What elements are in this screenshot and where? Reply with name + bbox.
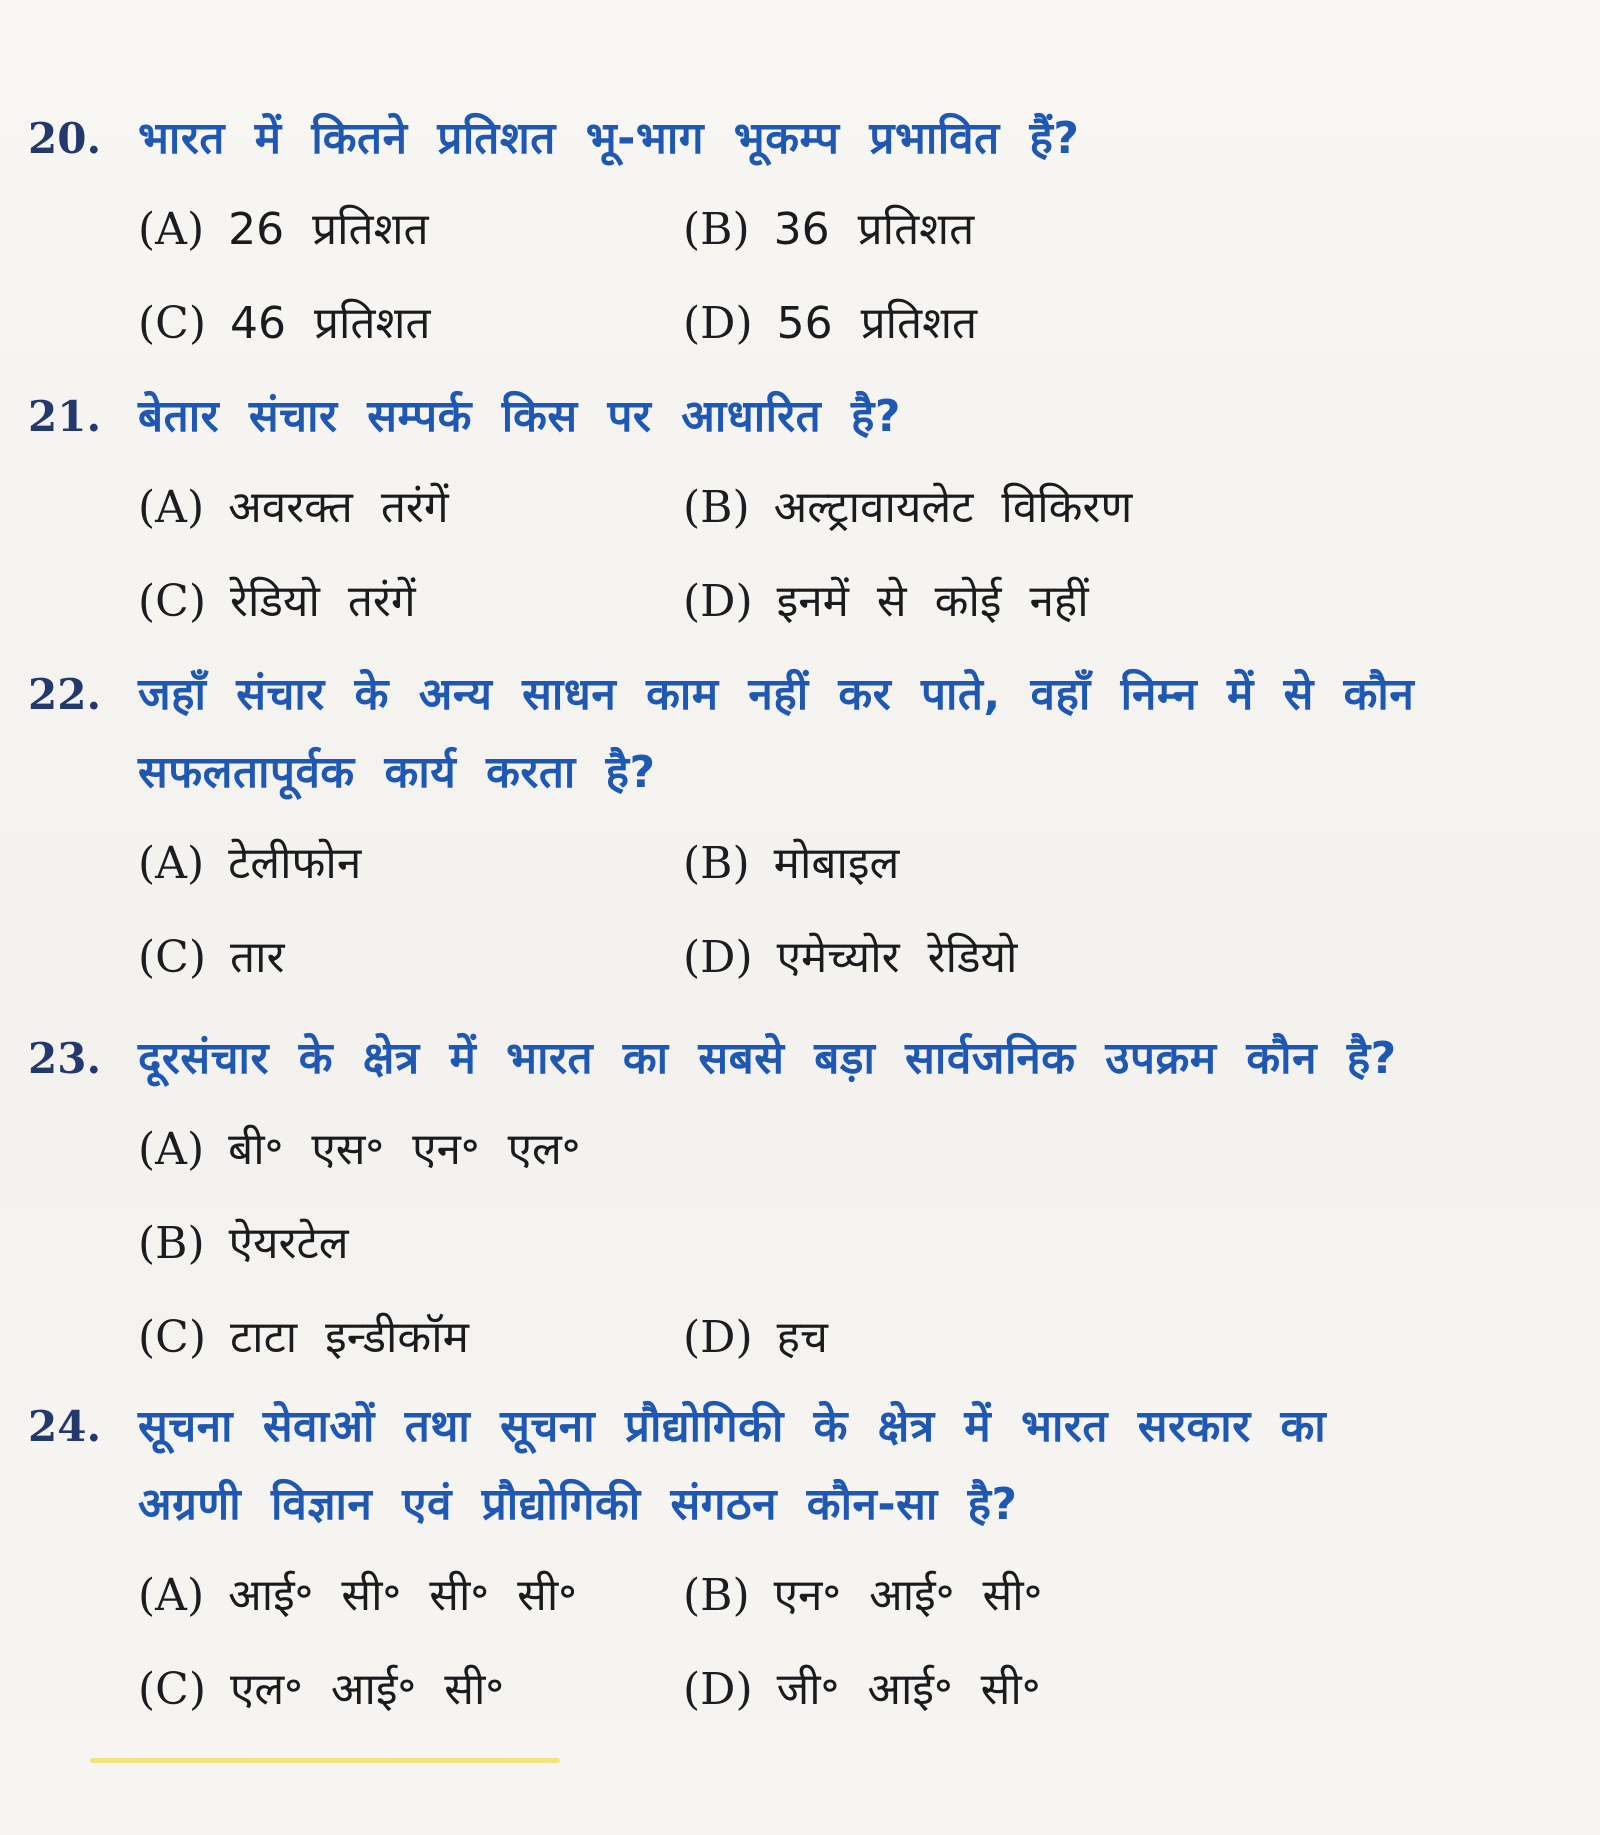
option-d[interactable]: [683, 1646, 1383, 1734]
options: [28, 1106, 1568, 1382]
question-line: [28, 1388, 1568, 1466]
option-label: (C): [138, 576, 206, 627]
option-label: (A): [138, 482, 205, 533]
option-text: अल्ट्रावायलेट विकिरण: [773, 482, 1133, 533]
option-c[interactable]: [138, 1646, 683, 1734]
question-24: [28, 1388, 1568, 1734]
option-text: आई॰ सी॰ सी॰ सी॰: [228, 1570, 578, 1621]
option-text: बी॰ एस॰ एन॰ एल॰: [228, 1124, 581, 1175]
question-number: 24.: [28, 1402, 102, 1451]
question-text: दूरसंचार के क्षेत्र में भारत का सबसे बड़ा सार्वजनिक उपक्रम कौन है?: [138, 1033, 1397, 1084]
option-a[interactable]: [138, 186, 683, 274]
question-number: 23.: [28, 1034, 102, 1083]
option-c[interactable]: [138, 280, 683, 368]
option-label: (B): [683, 1570, 750, 1621]
option-b[interactable]: [683, 820, 1383, 908]
option-text: हच: [776, 1312, 828, 1363]
question-number: 21.: [28, 392, 102, 441]
option-d[interactable]: [683, 280, 1383, 368]
option-b[interactable]: [683, 186, 1383, 274]
question-text-continued: अग्रणी विज्ञान एवं प्रौद्योगिकी संगठन कौन-सा है?: [138, 1479, 1018, 1530]
option-d[interactable]: [683, 914, 1383, 1002]
option-label: (A): [138, 1570, 205, 1621]
option-label: (B): [683, 204, 750, 255]
option-label: (A): [138, 1124, 205, 1175]
question-number: 22.: [28, 670, 102, 719]
question-line: [28, 378, 1568, 456]
option-label: (D): [683, 1312, 753, 1363]
option-label: (D): [683, 932, 753, 983]
question-line: [28, 1020, 1568, 1098]
option-a[interactable]: [138, 464, 683, 552]
option-a[interactable]: [138, 820, 683, 908]
question-text: बेतार संचार सम्पर्क किस पर आधारित है?: [138, 391, 901, 442]
option-d[interactable]: [683, 558, 1383, 646]
option-text: 56 प्रतिशत: [776, 298, 978, 349]
option-text: मोबाइल: [773, 838, 900, 889]
question-22: [28, 656, 1568, 1002]
question-21: [28, 378, 1568, 646]
option-text: जी॰ आई॰ सी॰: [776, 1664, 1041, 1715]
option-text: 26 प्रतिशत: [228, 204, 429, 255]
option-text: तार: [230, 932, 285, 983]
question-text: जहाँ संचार के अन्य साधन काम नहीं कर पाते, वहाँ निम्न में से कौन: [138, 669, 1415, 720]
option-label: (B): [138, 1218, 205, 1269]
option-text: 46 प्रतिशत: [230, 298, 431, 349]
question-line: [28, 656, 1568, 734]
option-b[interactable]: [138, 1200, 1383, 1288]
options: [28, 820, 1568, 1002]
option-label: (C): [138, 1664, 206, 1715]
option-text: एन॰ आई॰ सी॰: [773, 1570, 1043, 1621]
option-text: 36 प्रतिशत: [773, 204, 975, 255]
question-text-continued: सफलतापूर्वक कार्य करता है?: [138, 747, 656, 798]
option-text: एल॰ आई॰ सी॰: [230, 1664, 505, 1715]
highlighter-mark: [90, 1758, 560, 1763]
option-label: (D): [683, 1664, 753, 1715]
options: [28, 464, 1568, 646]
question-23: [28, 1020, 1568, 1382]
question-text: भारत में कितने प्रतिशत भू-भाग भूकम्प प्रभावित हैं?: [138, 113, 1080, 164]
option-c[interactable]: [138, 558, 683, 646]
option-text: इनमें से कोई नहीं: [776, 576, 1089, 627]
option-text: एमेच्योर रेडियो: [776, 932, 1018, 983]
option-d[interactable]: [683, 1294, 1383, 1382]
option-label: (B): [683, 838, 750, 889]
options: [28, 1552, 1568, 1734]
option-text: रेडियो तरंगें: [230, 576, 416, 627]
option-label: (C): [138, 1312, 206, 1363]
question-text: सूचना सेवाओं तथा सूचना प्रौद्योगिकी के क्षेत्र में भारत सरकार का: [138, 1401, 1327, 1452]
question-line: [28, 100, 1568, 178]
option-text: अवरक्त तरंगें: [228, 482, 449, 533]
option-a[interactable]: [138, 1106, 1383, 1194]
option-label: (B): [683, 482, 750, 533]
option-b[interactable]: [683, 464, 1383, 552]
option-label: (C): [138, 298, 206, 349]
option-label: (C): [138, 932, 206, 983]
option-a[interactable]: [138, 1552, 683, 1640]
option-c[interactable]: [138, 1294, 683, 1382]
option-label: (D): [683, 576, 753, 627]
question-20: [28, 100, 1568, 368]
option-label: (D): [683, 298, 753, 349]
option-label: (A): [138, 204, 205, 255]
option-text: टाटा इन्डीकॉम: [230, 1312, 469, 1363]
options: [28, 186, 1568, 368]
option-label: (A): [138, 838, 205, 889]
option-text: ऐयरटेल: [228, 1218, 349, 1269]
option-b[interactable]: [683, 1552, 1383, 1640]
question-number: 20.: [28, 114, 102, 163]
option-text: टेलीफोन: [228, 838, 362, 889]
option-c[interactable]: [138, 914, 683, 1002]
